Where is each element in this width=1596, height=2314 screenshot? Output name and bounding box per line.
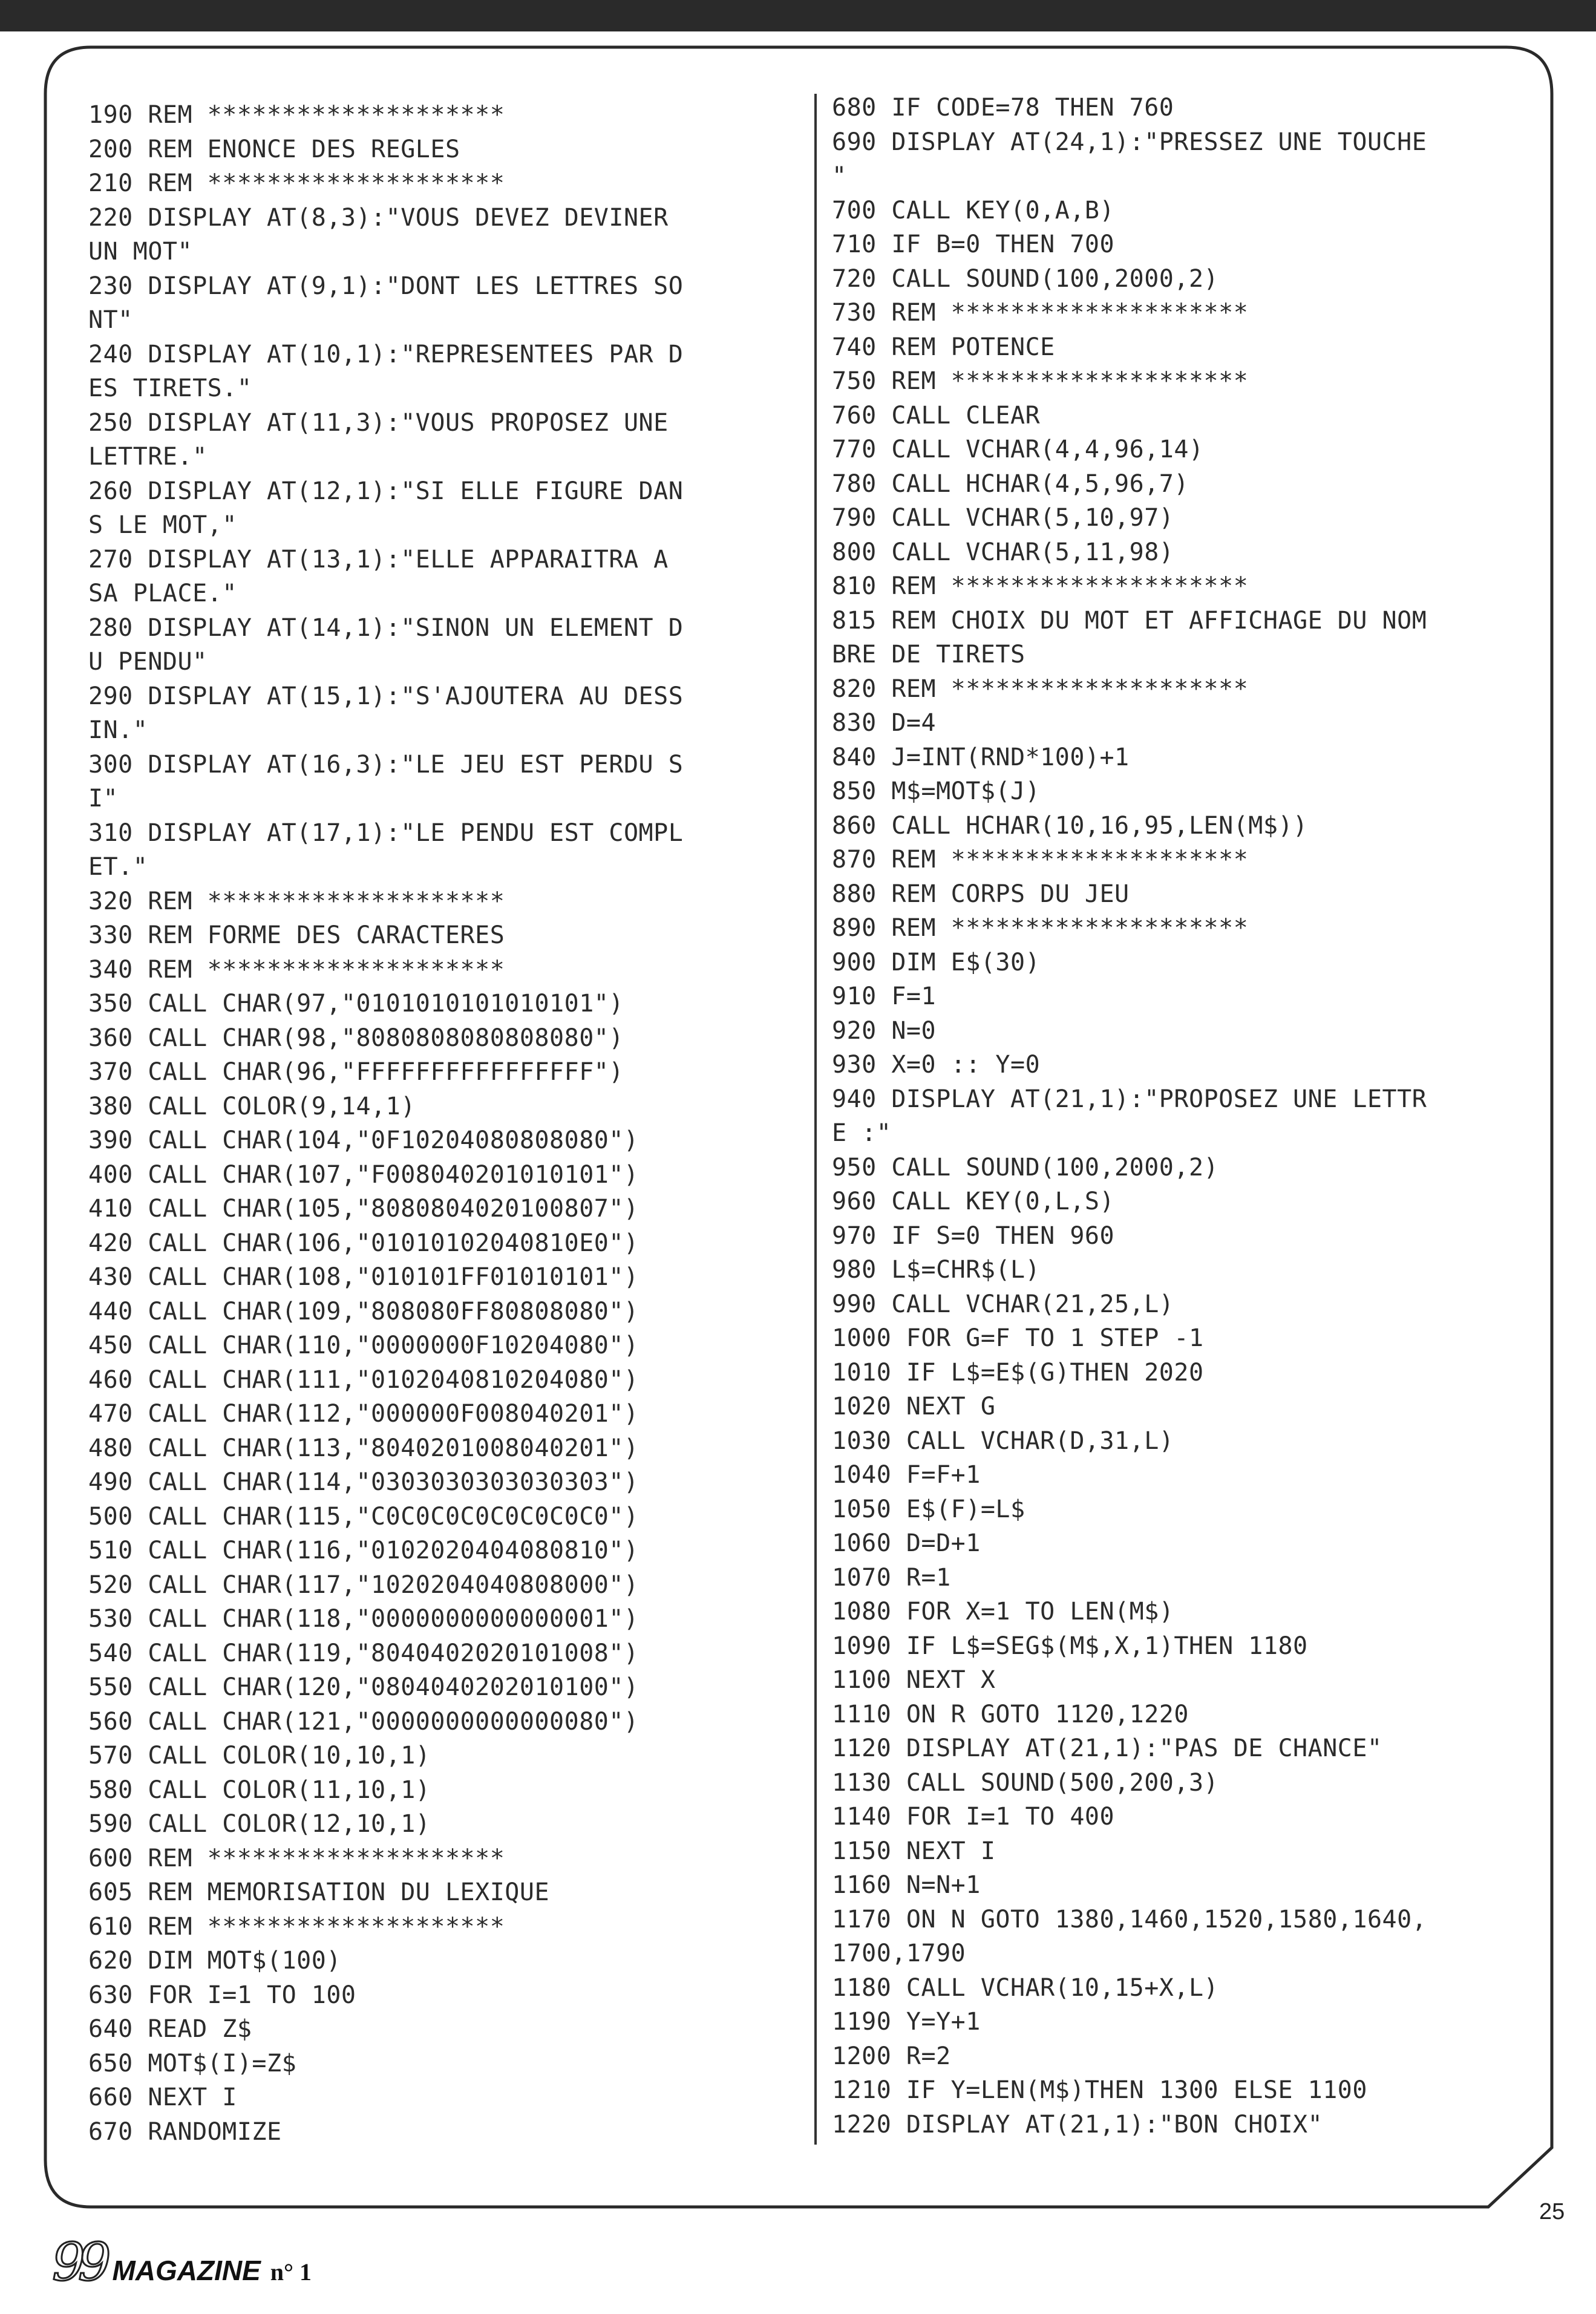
code-line: 350 CALL CHAR(97,"0101010101010101") — [88, 990, 624, 1018]
code-line: 840 J=INT(RND*100)+1 — [832, 743, 1130, 771]
footer-logo — [52, 2232, 312, 2293]
code-line: 650 MOT$(I)=Z$ — [88, 2049, 297, 2077]
basic-listing-left-column — [88, 98, 790, 2149]
code-line: 1200 R=2 — [832, 2042, 951, 2070]
code-line: 1080 FOR X=1 TO LEN(M$) — [832, 1598, 1174, 1626]
code-line: 990 CALL VCHAR(21,25,L) — [832, 1290, 1174, 1318]
code-line: 1060 D=D+1 — [832, 1529, 981, 1557]
code-line: 390 CALL CHAR(104,"0F10204080808080") — [88, 1126, 639, 1154]
code-line: 500 CALL CHAR(115,"C0C0C0C0C0C0C0C0") — [88, 1502, 639, 1531]
code-line: 880 REM CORPS DU JEU — [832, 880, 1130, 908]
code-line: 290 DISPLAY AT(15,1):"S'AJOUTERA AU DESS — [88, 682, 684, 710]
code-line: 1140 FOR I=1 TO 400 — [832, 1803, 1115, 1831]
basic-listing-right-column — [832, 91, 1534, 2142]
code-line: 910 F=1 — [832, 982, 937, 1010]
code-line: 190 REM ******************** — [88, 101, 505, 129]
code-line: 1150 NEXT I — [832, 1837, 996, 1865]
code-line: UN MOT" — [88, 238, 193, 266]
code-line: 330 REM FORME DES CARACTERES — [88, 921, 505, 949]
code-line: 730 REM ******************** — [832, 299, 1249, 327]
code-line: 570 CALL COLOR(10,10,1) — [88, 1742, 431, 1770]
code-line: 1110 ON R GOTO 1120,1220 — [832, 1700, 1189, 1728]
code-line: 820 REM ******************** — [832, 675, 1249, 703]
code-line: 605 REM MEMORISATION DU LEXIQUE — [88, 1878, 550, 1906]
code-line: 860 CALL HCHAR(10,16,95,LEN(M$)) — [832, 811, 1308, 840]
code-line: 1020 NEXT G — [832, 1393, 996, 1420]
logo-wordmark: MAGAZINE — [112, 2255, 261, 2286]
code-line: 530 CALL CHAR(118,"0000000000000001") — [88, 1605, 639, 1633]
code-line: 340 REM ******************** — [88, 955, 505, 984]
code-line: 450 CALL CHAR(110,"0000000F10204080") — [88, 1332, 639, 1359]
code-line: 1030 CALL VCHAR(D,31,L) — [832, 1427, 1174, 1455]
logo-numeral: 99 — [52, 2232, 104, 2293]
code-line: I" — [88, 785, 119, 812]
code-line: 780 CALL HCHAR(4,5,96,7) — [832, 469, 1189, 498]
code-line: 260 DISPLAY AT(12,1):"SI ELLE FIGURE DAN — [88, 477, 684, 505]
code-line: 720 CALL SOUND(100,2000,2) — [832, 264, 1219, 293]
code-line: 700 CALL KEY(0,A,B) — [832, 196, 1115, 224]
code-line: 410 CALL CHAR(105,"8080804020100807") — [88, 1195, 639, 1223]
code-line: 610 REM ******************** — [88, 1912, 505, 1941]
code-line: U PENDU" — [88, 648, 208, 676]
code-line: 1010 IF L$=E$(G)THEN 2020 — [832, 1358, 1204, 1387]
code-line: 1090 IF L$=SEG$(M$,X,1)THEN 1180 — [832, 1632, 1308, 1660]
code-line: SA PLACE." — [88, 580, 237, 607]
code-line: 815 REM CHOIX DU MOT ET AFFICHAGE DU NOM — [832, 606, 1427, 635]
code-line: 760 CALL CLEAR — [832, 401, 1041, 430]
code-line: 790 CALL VCHAR(5,10,97) — [832, 504, 1174, 532]
code-line: 750 REM ******************** — [832, 367, 1249, 395]
code-line: BRE DE TIRETS — [832, 641, 1025, 668]
code-line: 1190 Y=Y+1 — [832, 2008, 981, 2036]
code-line: 620 DIM MOT$(100) — [88, 1947, 341, 1975]
code-line: 690 DISPLAY AT(24,1):"PRESSEZ UNE TOUCHE — [832, 128, 1427, 156]
code-line: 1170 ON N GOTO 1380,1460,1520,1580,1640, — [832, 1905, 1427, 1933]
code-line: 250 DISPLAY AT(11,3):"VOUS PROPOSEZ UNE — [88, 408, 669, 437]
code-line: 900 DIM E$(30) — [832, 948, 1041, 976]
code-line: 220 DISPLAY AT(8,3):"VOUS DEVEZ DEVINER — [88, 203, 669, 232]
code-line: 830 D=4 — [832, 709, 937, 737]
code-line: 200 REM ENONCE DES REGLES — [88, 135, 460, 163]
code-line: 470 CALL CHAR(112,"000000F008040201") — [88, 1400, 639, 1428]
code-line: 1100 NEXT X — [832, 1666, 996, 1694]
code-line: 300 DISPLAY AT(16,3):"LE JEU EST PERDU S — [88, 750, 684, 779]
code-line: 890 REM ******************** — [832, 914, 1249, 942]
code-line: 1130 CALL SOUND(500,200,3) — [832, 1768, 1219, 1797]
code-line: 810 REM ******************** — [832, 572, 1249, 600]
code-line: 1180 CALL VCHAR(10,15+X,L) — [832, 1973, 1219, 2002]
code-line: 460 CALL CHAR(111,"0102040810204080") — [88, 1365, 639, 1394]
code-line: 1220 DISPLAY AT(21,1):"BON CHOIX" — [832, 2110, 1323, 2139]
code-line: 600 REM ******************** — [88, 1844, 505, 1872]
code-line: 1700,1790 — [832, 1940, 966, 1967]
code-line: 510 CALL CHAR(116,"0102020404080810") — [88, 1537, 639, 1564]
code-line: 1160 N=N+1 — [832, 1871, 981, 1899]
code-line: E :" — [832, 1119, 892, 1147]
code-line: 630 FOR I=1 TO 100 — [88, 1981, 356, 2009]
code-line: 950 CALL SOUND(100,2000,2) — [832, 1153, 1219, 1182]
code-line: 430 CALL CHAR(108,"010101FF01010101") — [88, 1263, 639, 1291]
code-line: 1210 IF Y=LEN(M$)THEN 1300 ELSE 1100 — [832, 2076, 1367, 2104]
code-line: 940 DISPLAY AT(21,1):"PROPOSEZ UNE LETTR — [832, 1085, 1427, 1113]
code-line: 360 CALL CHAR(98,"8080808080808080") — [88, 1024, 624, 1052]
code-line: 1050 E$(F)=L$ — [832, 1495, 1025, 1523]
code-line: 640 READ Z$ — [88, 2015, 252, 2043]
code-line: 660 NEXT I — [88, 2084, 237, 2111]
code-line: 770 CALL VCHAR(4,4,96,14) — [832, 436, 1204, 463]
code-line: LETTRE." — [88, 443, 208, 471]
code-line: 380 CALL COLOR(9,14,1) — [88, 1092, 416, 1120]
code-line: 850 M$=MOT$(J) — [832, 777, 1041, 805]
code-line: 210 REM ******************** — [88, 169, 505, 197]
code-line: 930 X=0 :: Y=0 — [832, 1051, 1041, 1079]
page-number: 25 — [1539, 2199, 1565, 2224]
code-line: 370 CALL CHAR(96,"FFFFFFFFFFFFFFFF") — [88, 1058, 624, 1086]
code-line: 1040 F=F+1 — [832, 1461, 981, 1489]
code-line: 1120 DISPLAY AT(21,1):"PAS DE CHANCE" — [832, 1734, 1382, 1762]
code-line: 310 DISPLAY AT(17,1):"LE PENDU EST COMPL — [88, 819, 684, 847]
code-line: 280 DISPLAY AT(14,1):"SINON UN ELEMENT D — [88, 613, 684, 642]
code-line: 560 CALL CHAR(121,"0000000000000080") — [88, 1707, 639, 1736]
code-line: 670 RANDOMIZE — [88, 2117, 282, 2146]
code-line: NT" — [88, 306, 133, 334]
code-line: 920 N=0 — [832, 1016, 937, 1045]
code-line: 400 CALL CHAR(107,"F008040201010101") — [88, 1160, 639, 1189]
code-line: 980 L$=CHR$(L) — [832, 1256, 1041, 1284]
issue-number: n° 1 — [270, 2258, 312, 2286]
code-line: ET." — [88, 853, 148, 881]
code-line: S LE MOT," — [88, 511, 237, 539]
code-line: 590 CALL COLOR(12,10,1) — [88, 1810, 431, 1838]
code-line: 420 CALL CHAR(106,"01010102040810E0") — [88, 1229, 639, 1257]
code-line: 540 CALL CHAR(119,"8040402020101008") — [88, 1639, 639, 1667]
code-line: IN." — [88, 716, 148, 744]
code-line: " — [832, 162, 847, 190]
code-line: 1070 R=1 — [832, 1563, 951, 1592]
code-line: 710 IF B=0 THEN 700 — [832, 230, 1115, 258]
code-line: 740 REM POTENCE — [832, 333, 1055, 361]
code-line: 320 REM ******************** — [88, 887, 505, 915]
code-line: 520 CALL CHAR(117,"1020204040808000") — [88, 1570, 639, 1599]
code-line: 800 CALL VCHAR(5,11,98) — [832, 538, 1174, 566]
code-line: 870 REM ******************** — [832, 846, 1249, 874]
code-line: 970 IF S=0 THEN 960 — [832, 1221, 1115, 1250]
code-line: 270 DISPLAY AT(13,1):"ELLE APPARAITRA A — [88, 545, 669, 574]
code-line: 680 IF CODE=78 THEN 760 — [832, 94, 1174, 122]
code-line: 440 CALL CHAR(109,"808080FF80808080") — [88, 1297, 639, 1325]
code-line: 960 CALL KEY(0,L,S) — [832, 1188, 1115, 1215]
code-line: ES TIRETS." — [88, 374, 252, 402]
code-line: 580 CALL COLOR(11,10,1) — [88, 1776, 431, 1804]
code-line: 480 CALL CHAR(113,"8040201008040201") — [88, 1434, 639, 1462]
code-line: 550 CALL CHAR(120,"0804040202010100") — [88, 1673, 639, 1701]
code-line: 1000 FOR G=F TO 1 STEP -1 — [832, 1324, 1204, 1352]
code-line: 230 DISPLAY AT(9,1):"DONT LES LETTRES SO — [88, 272, 684, 300]
code-line: 240 DISPLAY AT(10,1):"REPRESENTEES PAR D — [88, 340, 684, 368]
column-divider — [814, 94, 817, 2145]
code-line: 490 CALL CHAR(114,"0303030303030303") — [88, 1468, 639, 1496]
